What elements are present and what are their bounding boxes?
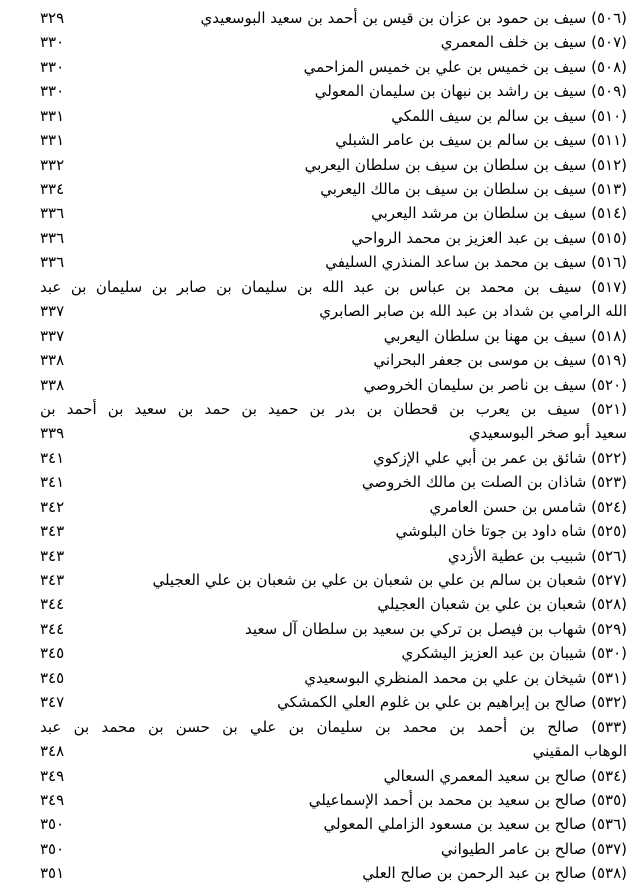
entry-name: (٥١١) سيف بن سالم بن سيف بن عامر الشبلي [335,131,627,150]
entry-row [40,788,627,812]
index-entry [40,861,627,885]
entry-row [40,617,627,641]
entry-row [40,861,627,885]
index-entry [40,348,627,372]
entry-row [40,153,627,177]
index-entry [40,690,627,714]
page-number: ٣٣٧ [40,326,65,345]
entry-name: (٥٣١) شيخان بن علي بن محمد المنظري البوسعيدي [304,668,627,687]
index-entry [40,666,627,690]
entry-name: (٥٣٢) صالح بن إبراهيم بن علي بن غلوم العلي الكمشكي [277,693,627,712]
page-number: ٣٣٠ [40,33,65,52]
index-entry [40,641,627,665]
page-number: ٣٣٢ [40,155,65,174]
entry-row [40,30,627,54]
entry-name-first-line: (٥٢١) سيف بن يعرب بن قحطان بن بدر بن حميد بن حمد بن سعيد بن أحمد بن [40,400,627,418]
entry-name: (٥٠٩) سيف بن راشد بن نبهان بن سليمان المعولي [314,82,627,101]
entry-name: (٥١٣) سيف بن سلطان بن سيف بن مالك اليعربي [320,180,627,199]
entry-row [40,6,627,30]
entry-row [40,641,627,665]
entry-row [40,55,627,79]
entry-row [40,519,627,543]
entry-row [40,79,627,103]
page-number: ٣٤٩ [40,766,65,785]
entry-row [40,837,627,861]
entry-row [40,739,627,763]
entry-name: (٥٢٦) شبيب بن عطية الأزدي [447,546,627,565]
page-number: ٣٣٠ [40,57,65,76]
entry-name: الله الرامي بن شداد بن عبد الله بن صابر الصابري [319,302,627,321]
entry-name: سعيد أبو صخر البوسعيدي [468,424,627,443]
entry-name: (٥١٥) سيف بن عبد العزيز بن محمد الرواحي [351,228,627,247]
page-number: ٣٥٠ [40,839,65,858]
index-entry [40,226,627,250]
page-number: ٣٤٢ [40,497,65,516]
index-entry [40,128,627,152]
index-entry [40,715,627,764]
entry-name-first-line: (٥٣٣) صالح بن أحمد بن محمد بن سليمان بن علي بن حسن بن محمد بن عبد [40,717,627,736]
index-entry [40,6,627,30]
page-number: ٣٤٨ [40,742,65,761]
index-entry [40,495,627,519]
entry-row [40,568,627,592]
index-entry [40,275,627,324]
index-entry [40,202,627,226]
page-number: ٣٤٤ [40,619,65,638]
entry-name: (٥١٢) سيف بن سلطان بن سيف بن سلطان اليعربي [304,155,627,174]
index-entry [40,470,627,494]
entry-row [40,421,627,445]
page-number: ٣٤٩ [40,790,65,809]
index-entry [40,812,627,836]
entry-name: (٥١٤) سيف بن سلطان بن مرشد اليعربي [371,204,627,223]
entry-name: (٥٢٩) شهاب بن فيصل بن تركي بن سعيد بن سلطان آل سعيد [245,619,627,638]
entry-row [40,324,627,348]
index-entry [40,617,627,641]
page-number: ٣٤٤ [40,595,65,614]
page-number: ٣٣٩ [40,424,65,443]
entry-name: (٥٢٥) شاه داود بن جوتا خان البلوشي [395,522,627,541]
entry-name: (٥١٦) سيف بن محمد بن ساعد المنذري السليفي [325,253,627,272]
entry-name: (٥٠٧) سيف بن خلف المعمري [440,33,627,52]
entry-row [40,544,627,568]
entry-name: (٥٣٠) شيبان بن عبد العزيز اليشكري [401,644,627,663]
page-number: ٣٢٩ [40,8,65,27]
entry-name: (٥٢٠) سيف بن ناصر بن سليمان الخروصي [363,375,627,394]
page-number: ٣٣٤ [40,180,65,199]
page-number: ٣٤٣ [40,546,65,565]
entry-name: (٥٣٧) صالح بن عامر الطيواني [440,839,627,858]
entry-name: (٥٢٤) شامس بن حسن العامري [429,497,627,516]
index-entry [40,568,627,592]
entry-name: (٥٣٦) صالح بن سعيد بن مسعود الزاملي المعولي [323,815,627,834]
entry-row [40,593,627,617]
entry-name: (٥٣٤) صالح بن سعيد المعمري السعالي [383,766,627,785]
index-entry [40,55,627,79]
entry-name: (٥٢٣) شاذان بن الصلت بن مالك الخروصي [361,473,627,492]
entry-name-first-line: (٥١٧) سيف بن محمد بن عباس بن عبد الله بن سليمان بن صابر بن سليمان بن عبد [40,277,627,296]
entry-row [40,202,627,226]
page-number: ٣٣٦ [40,253,65,272]
index-entry [40,593,627,617]
index-entry [40,324,627,348]
entry-row [40,470,627,494]
index-entry [40,250,627,274]
index-entry [40,764,627,788]
entry-row [40,177,627,201]
index-entry [40,788,627,812]
index-entry [40,153,627,177]
index-entry [40,544,627,568]
index-entry [40,177,627,201]
index-entry [40,397,627,446]
page-number: ٣٣٠ [40,82,65,101]
page-number: ٣٤٣ [40,571,65,590]
entry-name: (٥٠٦) سيف بن حمود بن عزان بن قيس بن أحمد بن سعيد البوسعيدي [200,8,627,27]
page-number: ٣٣٦ [40,228,65,247]
entry-name: (٥١٩) سيف بن موسى بن جعفر البحراني [373,351,627,370]
entry-name: (٥٠٨) سيف بن خميس بن علي بن خميس المزاحمي [303,57,627,76]
index-entry [40,446,627,470]
entry-row [40,666,627,690]
entry-name: الوهاب المقيني [532,742,627,761]
entry-name: (٥٢٢) شائق بن عمر بن أبي علي الإزكوي [372,448,627,467]
page-number: ٣٤١ [40,473,65,492]
index-entry [40,79,627,103]
page-number: ٣٤٥ [40,644,65,663]
index-entry [40,104,627,128]
page-number: ٣٣١ [40,131,65,150]
page-number: ٣٤١ [40,448,65,467]
page-number: ٣٤٣ [40,522,65,541]
index-entry [40,837,627,861]
entry-row [40,250,627,274]
page-number: ٣٤٥ [40,668,65,687]
entry-name: (٥٢٨) شعبان بن علي بن شعبان العجيلي [377,595,627,614]
entry-row [40,373,627,397]
page-number: ٣٥١ [40,864,65,883]
entry-row [40,764,627,788]
page-number: ٣٤٧ [40,693,65,712]
index-entry [40,519,627,543]
entry-row [40,226,627,250]
page-number: ٣٣٧ [40,302,65,321]
page-number: ٣٣٦ [40,204,65,223]
entry-name: (٥٣٨) صالح بن عبد الرحمن بن صالح العلي [362,864,627,883]
page-number: ٣٣١ [40,106,65,125]
entry-row [40,495,627,519]
page-number: ٣٣٨ [40,351,65,370]
entry-row [40,348,627,372]
entry-name: (٥٣٥) صالح بن سعيد بن محمد بن أحمد الإسماعيلي [308,790,627,809]
entry-name: (٥١٨) سيف بن مهنا بن سلطان اليعربي [383,326,627,345]
entry-name: (٥١٠) سيف بن سالم بن سيف اللمكي [391,106,627,125]
entry-row [40,812,627,836]
entry-row [40,446,627,470]
index-entry [40,373,627,397]
index-entry [40,30,627,54]
entry-row [40,104,627,128]
entry-row [40,299,627,323]
entry-row [40,128,627,152]
entry-row [40,690,627,714]
page-number: ٣٥٠ [40,815,65,834]
entry-name: (٥٢٧) شعبان بن سالم بن علي بن شعبان بن علي بن شعبان بن علي العجيلي [152,571,627,590]
page-number: ٣٣٨ [40,375,65,394]
